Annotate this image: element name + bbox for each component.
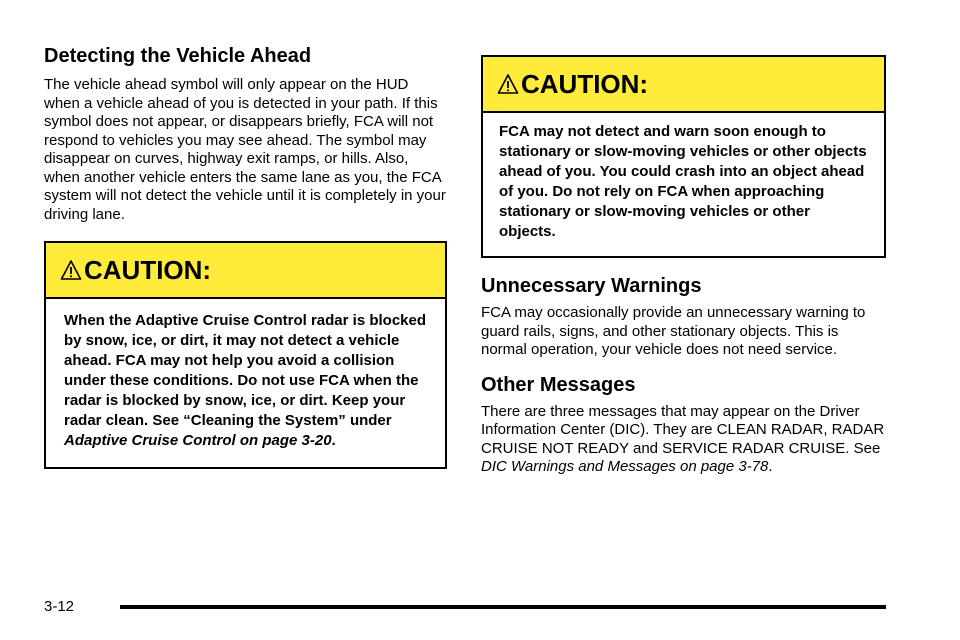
caution-reference-link[interactable]: Adaptive Cruise Control on page 3-20 <box>64 432 332 449</box>
dic-reference-link[interactable]: DIC Warnings and Messages on page 3-78 <box>481 458 769 475</box>
caution-box-radar-blocked <box>44 241 447 469</box>
warning-triangle-icon <box>497 73 519 95</box>
section-heading-detecting-vehicle: Detecting the Vehicle Ahead <box>44 45 312 67</box>
section-heading-unnecessary-warnings: Unnecessary Warnings <box>481 275 702 297</box>
page-number: 3-12 <box>44 598 75 615</box>
unnecessary-warnings-paragraph: FCA may occasionally provide an unnecessary warning to guard rails, signs, and other stationary objects. This is normal operation, your vehicle does not need service. <box>481 304 866 358</box>
page-footer <box>44 598 886 618</box>
footer-rule <box>120 605 886 609</box>
caution-box-stationary-objects <box>481 55 886 258</box>
caution-text <box>46 299 445 467</box>
detecting-vehicle-paragraph: The vehicle ahead symbol will only appear on the HUD when a vehicle ahead of you is detected in your path. If this symbol does not appear, or disappears briefly, FCA will not respond to vehicles you may see ahead. The symbol may disappear on curves, highway exit ramps, or hills. Also, when another vehicle enters the same lane as you, the FCA system will not detect the vehicle until it is completely in your driving lane. <box>44 76 446 223</box>
section-heading-other-messages: Other Messages <box>481 373 636 396</box>
right-column <box>481 55 886 477</box>
left-column <box>44 44 447 469</box>
caution-label: CAUTION: <box>84 255 212 285</box>
caution-header <box>483 57 884 113</box>
caution-text-end: . <box>331 432 336 449</box>
other-messages-text: There are three messages that may appear on the Driver Information Center (DIC). They are CLEAN RADAR, RADAR CRUISE NOT READY and SERVICE RADAR CRUISE. See <box>481 402 885 457</box>
other-messages-paragraph <box>481 403 886 477</box>
caution-header <box>46 243 445 299</box>
caution-label: CAUTION: <box>521 69 649 99</box>
warning-triangle-icon <box>60 259 82 281</box>
other-messages-end: . <box>768 458 773 475</box>
caution-text-main: When the Adaptive Cruise Control radar is blocked by snow, ice, or dirt, it may not detect a vehicle ahead. FCA may not help you avoid a collision under these conditions. Do not use FCA when the radar is blocked by snow, ice, or dirt. Keep your radar clean. See “Cleaning the System” under <box>64 312 427 429</box>
caution-text: FCA may not detect and warn soon enough to stationary or slow-moving vehicles or other objects ahead of you. You could crash into an object ahead of you. Do not rely on FCA when approaching stationary or slow-moving vehicles or other objects. <box>499 123 867 240</box>
